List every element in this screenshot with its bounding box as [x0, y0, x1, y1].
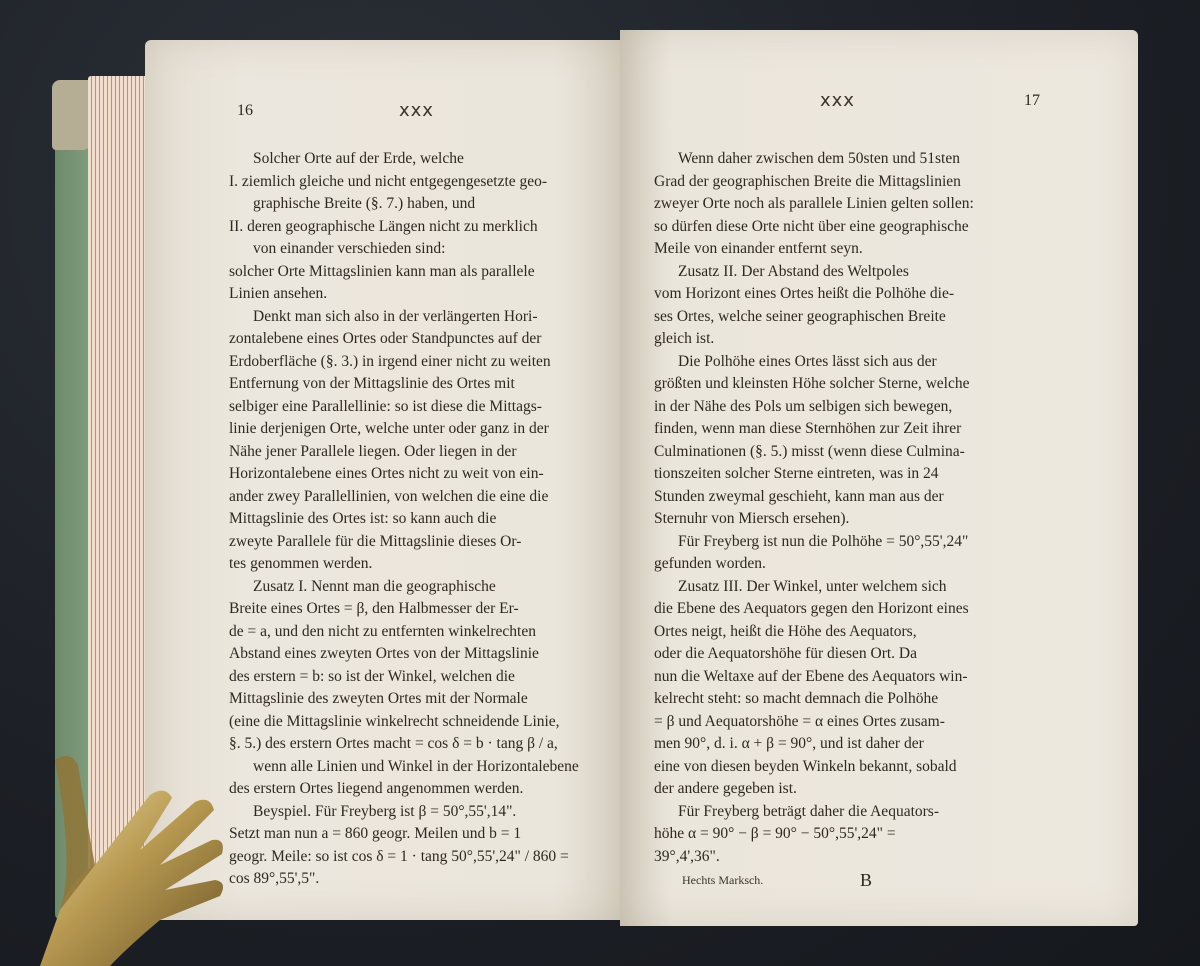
text-line: linie derjenigen Orte, welche unter oder ganz in der	[229, 420, 549, 437]
text-line: nun die Weltaxe auf der Ebene des Aequators win-	[654, 667, 968, 685]
text-line: Breite eines Ortes = β, den Halbmesser der Er-	[229, 600, 519, 617]
text-line: Linien ansehen.	[229, 285, 328, 302]
text-line: kelrecht steht: so macht demnach die Polhöhe	[654, 690, 939, 707]
text-line: Solcher Orte auf der Erde, welche	[253, 150, 464, 167]
right-page-ornament: xxx	[820, 90, 855, 111]
text-line: Meile von einander entfernt seyn.	[654, 240, 863, 257]
text-line: I. ziemlich gleiche und nicht entgegengesetzte geo-	[229, 172, 548, 190]
text-line: Beyspiel. Für Freyberg ist β = 50°,55',14".	[253, 802, 517, 820]
left-page-text	[229, 148, 614, 891]
text-line: 39°,4',36".	[654, 847, 720, 865]
text-line: de = a, und den nicht zu entfernten winkelrechten	[229, 622, 536, 640]
text-line: Culminationen (§. 5.) misst (wenn diese Culmina-	[654, 442, 965, 460]
text-line: Abstand eines zweyten Ortes von der Mittagslinie	[229, 645, 539, 662]
text-line: Die Polhöhe eines Ortes lässt sich aus der	[678, 352, 937, 370]
text-line: Wenn daher zwischen dem 50sten und 51sten	[678, 150, 960, 167]
text-line: gefunden worden.	[654, 555, 766, 572]
text-line: selbiger eine Parallellinie: so ist diese die Mittags-	[229, 397, 542, 415]
text-line: oder die Aequatorshöhe für diesen Ort. Da	[654, 645, 917, 662]
text-line: höhe α = 90° − β = 90° − 50°,55',24" =	[654, 825, 896, 842]
signature-mark: B	[860, 870, 873, 890]
text-line: solcher Orte Mittagslinien kann man als parallele	[229, 262, 535, 280]
text-line: Stunden zweymal geschieht, kann man aus der	[654, 487, 944, 505]
text-line: Nähe jener Parallele liegen. Oder liegen in der	[229, 442, 517, 460]
text-line: geogr. Meile: so ist cos δ = 1 · tang 50°,55',24" / 860 =	[229, 847, 569, 865]
text-line: ses Ortes, welche seiner geographischen Breite	[654, 307, 946, 325]
text-line: des erstern Ortes liegend angenommen werden.	[229, 780, 524, 797]
text-line: = β und Aequatorshöhe = α eines Ortes zusam-	[654, 712, 945, 730]
text-line: (eine die Mittagslinie winkelrecht schneidende Linie,	[229, 712, 560, 730]
text-line: Denkt man sich also in der verlängerten Hori-	[253, 307, 538, 325]
text-line: so dürfen diese Orte nicht über eine geographische	[654, 217, 969, 235]
left-page-number: 16	[237, 102, 253, 119]
text-line: graphische Breite (§. 7.) haben, und	[253, 195, 476, 212]
text-line: tionszeiten solcher Sterne eintreten, was in 24	[654, 465, 939, 482]
text-line: die Ebene des Aequators gegen den Horizont eines	[654, 600, 969, 617]
text-line: in der Nähe des Pols um selbigen sich bewegen,	[654, 397, 953, 415]
printer-signature: Hechts Marksch.	[682, 873, 764, 887]
text-line: Zusatz III. Der Winkel, unter welchem sich	[678, 577, 947, 595]
text-line: Sternuhr von Miersch ersehen).	[654, 510, 850, 527]
right-page-number: 17	[1024, 92, 1040, 109]
text-line: Ortes neigt, heißt die Höhe des Aequators,	[654, 622, 917, 640]
text-line: finden, wenn man diese Sternhöhen zur Zeit ihrer	[654, 420, 962, 437]
text-line: men 90°, d. i. α + β = 90°, und ist daher der	[654, 735, 924, 752]
text-line: Für Freyberg ist nun die Polhöhe = 50°,55',24"	[678, 532, 969, 550]
text-line: gleich ist.	[654, 330, 715, 347]
brass-hand-page-holder	[0, 740, 235, 966]
text-line: zweyte Parallele für die Mittagslinie dieses Or-	[229, 532, 522, 550]
text-line: Für Freyberg beträgt daher die Aequators-	[678, 802, 939, 820]
right-page-text	[654, 148, 1054, 868]
text-line: ander zwey Parallellinien, von welchen die eine die	[229, 487, 549, 505]
left-page-ornament: xxx	[399, 100, 434, 121]
text-line: Mittagslinie des zweyten Ortes mit der Normale	[229, 690, 528, 707]
text-line: Mittagslinie des Ortes ist: so kann auch die	[229, 510, 497, 527]
text-line: Zusatz I. Nennt man die geographische	[253, 577, 496, 595]
text-line: Setzt man nun a = 860 geogr. Meilen und b = 1	[229, 825, 522, 842]
text-line: wenn alle Linien und Winkel in der Horizontalebene	[253, 757, 579, 775]
text-line: zontalebene eines Ortes oder Standpunctes auf der	[229, 330, 542, 347]
worn-cover-corner	[52, 80, 92, 150]
text-line: Erdoberfläche (§. 3.) in irgend einer nicht zu weiten	[229, 352, 551, 370]
text-line: der andere gegeben ist.	[654, 780, 797, 797]
text-line: eine von diesen beyden Winkeln bekannt, sobald	[654, 757, 957, 775]
text-line: des erstern = b: so ist der Winkel, welchen die	[229, 667, 515, 685]
right-page	[620, 30, 1138, 926]
text-line: von einander verschieden sind:	[253, 240, 446, 257]
text-line: Zusatz II. Der Abstand des Weltpoles	[678, 262, 909, 280]
text-line: Grad der geographischen Breite die Mittagslinien	[654, 172, 961, 190]
text-line: Horizontalebene eines Ortes nicht zu weit von ein-	[229, 465, 544, 482]
text-line: zweyer Orte noch als parallele Linien gelten sollen:	[654, 195, 974, 212]
text-line: vom Horizont eines Ortes heißt die Polhöhe die-	[654, 285, 955, 302]
text-line: Entfernung von der Mittagslinie des Ortes mit	[229, 375, 515, 392]
text-line: cos 89°,55',5".	[229, 870, 320, 887]
text-line: II. deren geographische Längen nicht zu merklich	[229, 217, 538, 235]
text-line: tes genommen werden.	[229, 555, 373, 572]
text-line: §. 5.) des erstern Ortes macht = cos δ = b · tang β / a,	[229, 735, 558, 752]
text-line: größten und kleinsten Höhe solcher Sterne, welche	[654, 375, 970, 392]
